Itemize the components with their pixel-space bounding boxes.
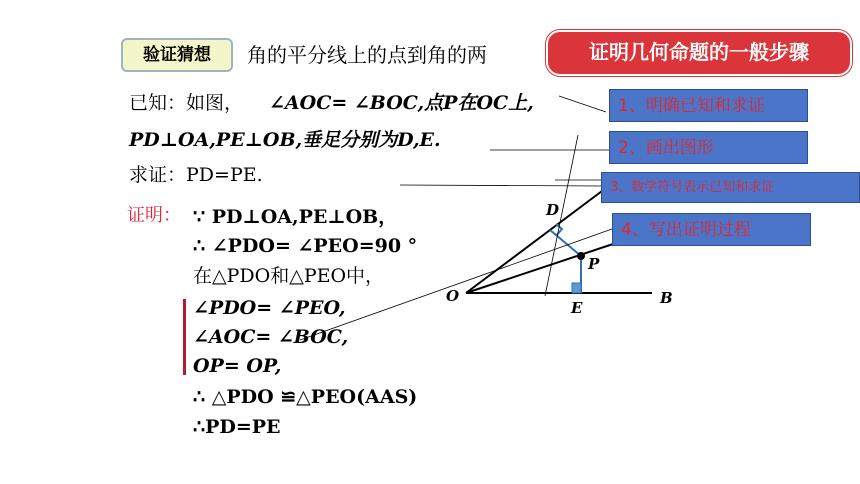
label-e: E — [571, 299, 583, 317]
proof-line-8: ∴PD=PE — [193, 416, 281, 438]
right-angle-e — [572, 283, 581, 293]
proof-line-7: ∴ △PDO ≌△PEO(AAS) — [193, 386, 418, 408]
given-line-2: PD⊥OA,PE⊥OB,垂足分别为D,E. — [129, 129, 441, 151]
proof-brace — [183, 299, 186, 375]
proof-line-6: OP= OP, — [193, 355, 282, 377]
verify-conjecture-tag: 验证猜想 — [121, 38, 233, 72]
theorem-statement: 角的平分线上的点到角的两 — [247, 43, 487, 67]
proof-line-2: ∴ ∠PDO= ∠PEO=90 ° — [193, 235, 418, 257]
step-4-box: 4、写出证明过程 — [612, 213, 811, 246]
callout-line-4 — [400, 185, 601, 186]
ray-oa — [466, 188, 606, 293]
label-p: P — [588, 255, 600, 273]
label-d: D — [546, 201, 560, 219]
label-o: O — [446, 287, 460, 305]
label-b: B — [660, 289, 673, 307]
proof-line-3: 在△PDO和△PEO中， — [193, 265, 385, 287]
segment-pd — [550, 230, 581, 256]
given-line-1: 已知：如图， ∠AOC= ∠BOC,点P在OC上, — [129, 92, 534, 114]
callout-line-2 — [559, 96, 606, 112]
step-2-box: 2、画出图形 — [609, 131, 808, 164]
prove-line: 求证：PD=PE. — [129, 164, 263, 186]
point-p — [577, 252, 585, 260]
proof-label: 证明： — [127, 205, 181, 226]
step-1-box: 1、明确已知和求证 — [609, 89, 808, 122]
proof-line-5: ∠AOC= ∠BOC, — [193, 326, 349, 348]
proof-line-4: ∠PDO= ∠PEO, — [193, 297, 346, 319]
steps-banner-title: 证明几何命题的一般步骤 — [589, 40, 809, 64]
step-3-box: 3、数学符号表示已知和求证 — [601, 172, 860, 203]
proof-line-1: ∵ PD⊥OA,PE⊥OB， — [193, 206, 398, 228]
